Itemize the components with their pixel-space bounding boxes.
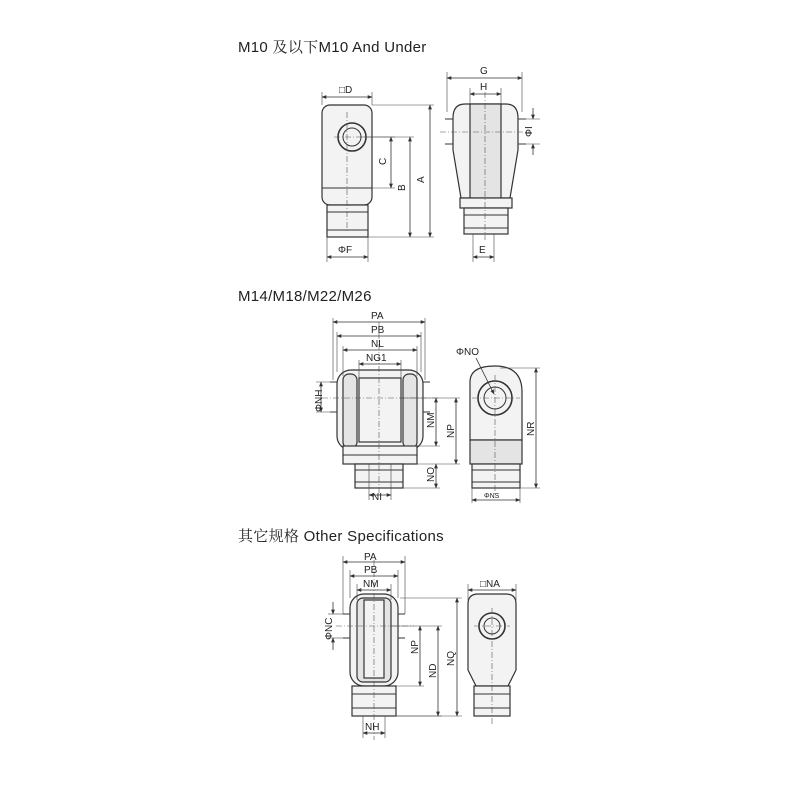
label-na: □NA [480, 579, 500, 590]
m10-front-view [322, 105, 372, 237]
label-np-2: NP [446, 424, 457, 438]
label-h: H [480, 82, 488, 93]
label-pa-2: PA [371, 311, 384, 322]
label-pa-3: PA [364, 552, 377, 563]
label-pb-2: PB [371, 325, 385, 336]
section-title-m10: M10 及以下M10 And Under [238, 39, 427, 56]
label-ng1: NG1 [366, 353, 387, 364]
section-title-m14-m26: M14/M18/M22/M26 [238, 288, 372, 305]
label-no-dia: ΦNO [456, 347, 479, 358]
label-a: A [416, 176, 427, 183]
label-g: G [480, 66, 488, 77]
label-nc: ΦNC [324, 617, 335, 640]
label-b: B [397, 184, 408, 191]
label-nh-2: ΦNH [314, 389, 325, 412]
label-nm-2: NM [426, 412, 437, 428]
label-np-3: NP [410, 640, 421, 654]
m14-side-view [470, 366, 522, 495]
label-nh-3: NH [365, 722, 380, 733]
label-nq: NQ [446, 651, 457, 666]
label-d: □D [339, 85, 353, 96]
label-nm-3: NM [363, 579, 379, 590]
label-ni: NI [372, 492, 382, 503]
label-no: NO [426, 467, 437, 482]
label-nl: NL [371, 339, 384, 350]
other-side-view [468, 594, 516, 724]
label-ns: ΦNS [484, 493, 500, 500]
label-e: E [479, 245, 486, 256]
label-c: C [378, 157, 389, 165]
section-title-other: 其它规格 Other Specifications [238, 528, 444, 545]
m10-side-view [440, 92, 530, 240]
label-nd: ND [428, 663, 439, 678]
label-f: ΦF [338, 245, 353, 256]
label-nr: NR [526, 421, 537, 436]
label-i: ΦI [524, 126, 535, 137]
label-pb-3: PB [364, 565, 378, 576]
